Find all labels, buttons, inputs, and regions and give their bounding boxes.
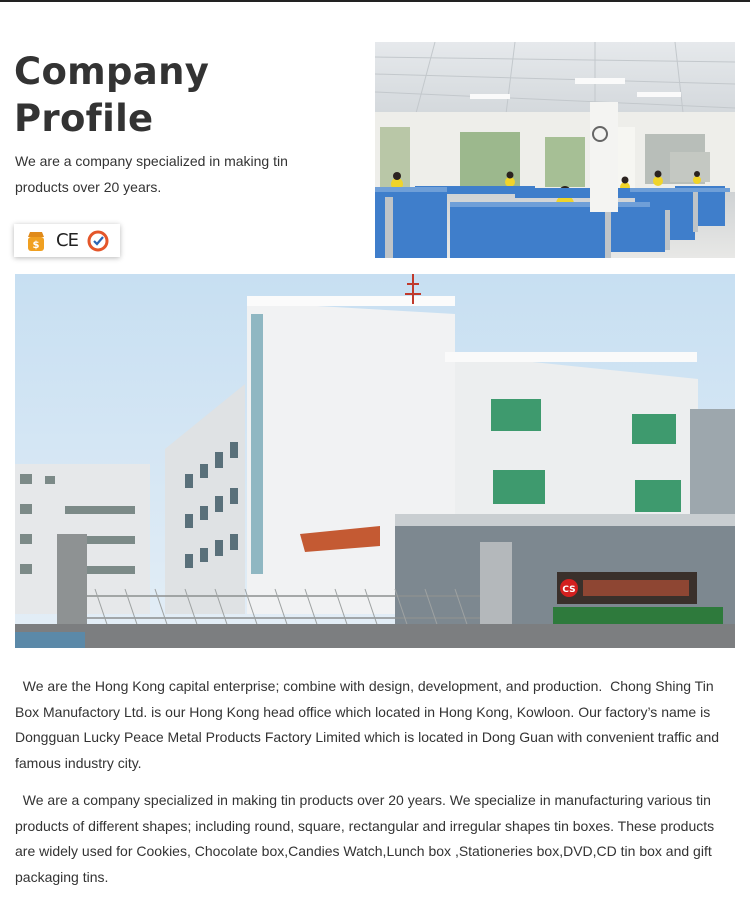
- factory-sign: [557, 572, 697, 604]
- office-interior-photo: [375, 42, 735, 258]
- title-line-2: Profile: [14, 97, 154, 140]
- certification-badges: [14, 224, 120, 257]
- body-paragraph-1: We are the Hong Kong capital enterprise; combine with design, development, and production. Chong Shing Tin Box Manufactory Ltd. is our Hong Kong head office which located in Hong Kong, Kowloon. Our factory’s name is Dongguan Lucky Peace Metal Products Factory Limited which is located in Dong Guan with convenient traffic and famous industry city.: [15, 678, 723, 771]
- sign-logo-text: CS: [562, 585, 576, 595]
- intro-text: We are a company specialized in making tin products over 20 years.: [15, 153, 288, 195]
- body-paragraph-2: We are a company specialized in making tin products over 20 years. We specialize in manufacturing various tin products of different shapes; including round, square, rectangular and irregular shapes tin boxes. These products are widely used for Cookies, Chocolate box,Candies Watch,Lunch box ,Stationeries box,DVD,CD tin box and gift packaging tins.: [15, 792, 719, 885]
- sgs-cert-icon: [86, 229, 110, 253]
- title-line-1: Company: [14, 50, 210, 93]
- svg-text:$: $: [32, 239, 40, 251]
- factory-building-photo: [15, 274, 735, 648]
- quality-cert-icon: [24, 229, 48, 253]
- ce-mark-icon: CE: [56, 230, 78, 251]
- page-title: [14, 48, 354, 142]
- top-rule: [0, 0, 750, 2]
